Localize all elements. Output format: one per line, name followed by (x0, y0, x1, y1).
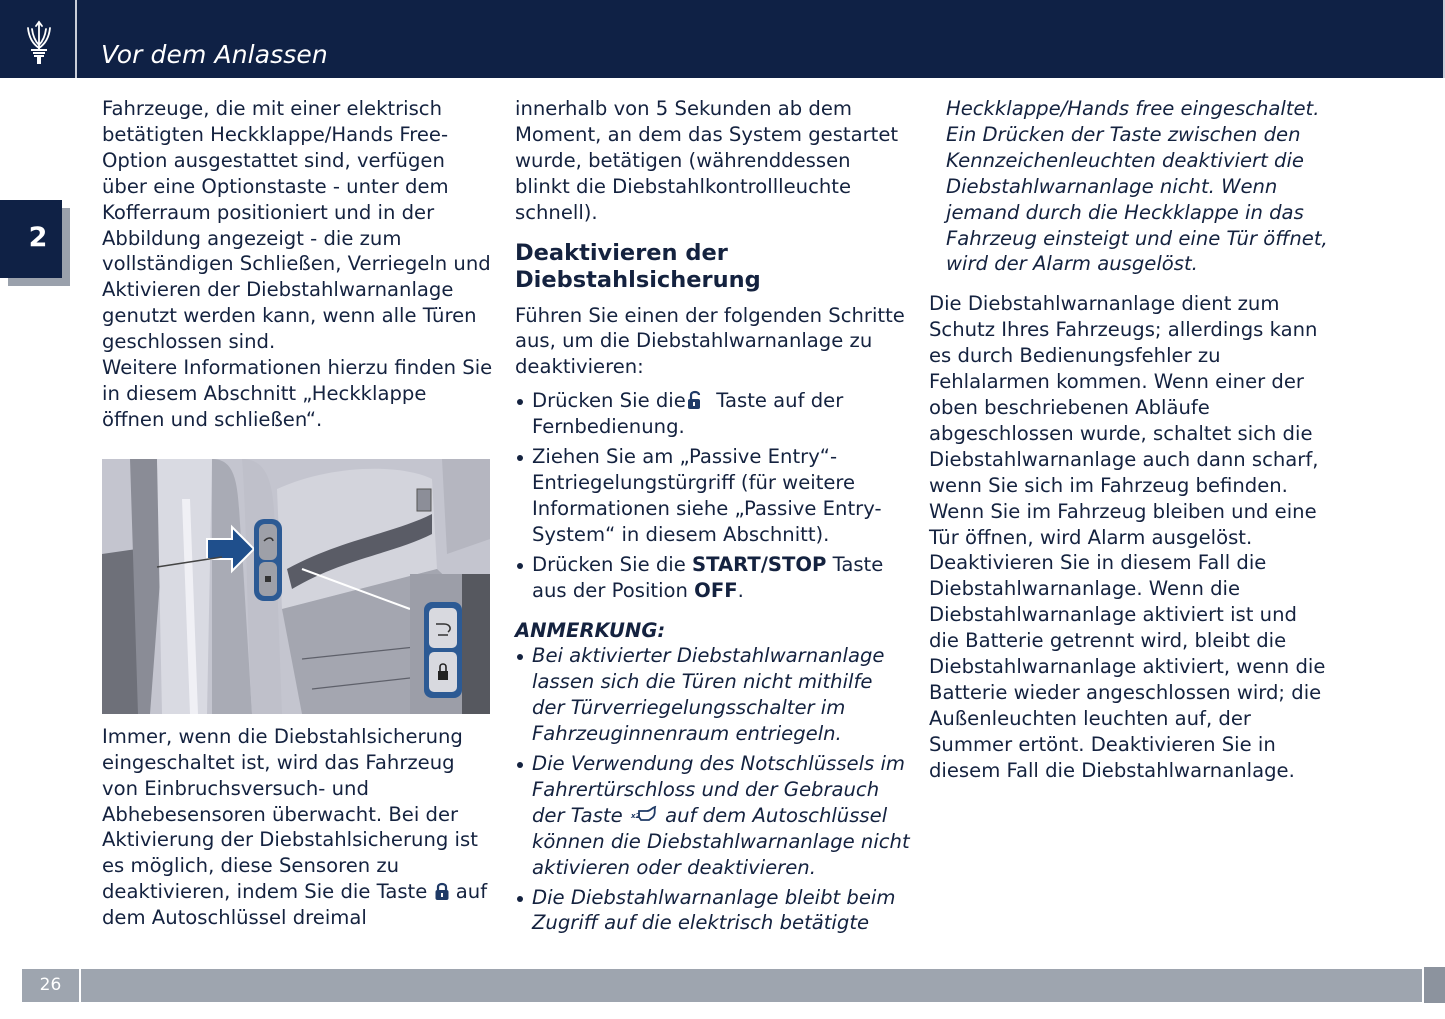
paragraph: innerhalb von 5 Sekunden ab dem Moment, an dem das System gestartet wurde, betätigen (währenddessen blinkt die Diebstahlkontrollleuchte schnell). (515, 97, 899, 224)
column-2 (515, 96, 910, 940)
page-number: 26 (22, 969, 81, 1002)
paragraph: Die Diebstahlwarnanlage dient zum Schutz Ihres Fahrzeugs; allerdings kann es durch Bedienungsfehler zu Fehlalarmen kommen. Wenn einer der oben beschriebenen Abläufe abgeschlossen wurde, schaltet sich die Diebstahlwarnanlage auch dann scharf, wenn Sie sich im Fahrzeug befinden. Wenn Sie im Fahrzeug bleiben und eine Tür öffnen, wird Alarm ausgelöst. Deaktivieren Sie in diesem Fall die Diebstahlwarnanlage. Wenn die Diebstahlwarnanlage aktiviert ist und die Batterie getrennt wird, bleibt die Diebstahlwarnanlage aktiviert, wenn die Batterie wieder angeschlossen wird; die Außenleuchten leuchten auf, der Summer ertönt. Deaktivieren Sie in diesem Fall die Diebstahlwarnanlage. (929, 292, 1326, 782)
chapter-number: 2 (28, 222, 48, 253)
trunk-button-illustration (102, 459, 490, 714)
trident-logo-icon (26, 20, 52, 64)
chapter-tab (0, 200, 62, 278)
svg-text:x2: x2 (630, 811, 641, 820)
section-heading: Deaktivieren der Diebstahlsicherung (515, 239, 761, 293)
logo-cell (0, 0, 77, 78)
page-footer (22, 969, 1422, 1002)
paragraph: Weitere Informationen hierzu finden Sie in diesem Abschnitt „Heckklappe öffnen und schließen“. (102, 356, 493, 431)
list-item: Bei aktivierter Diebstahlwarnanlage lassen sich die Türen nicht mithilfe der Türverriegelungsschalter im Fahrzeuginnenraum entriegeln. (515, 643, 910, 747)
paragraph: Fahrzeuge, die mit einer elektrisch betätigten Heckklappe/Hands Free-Option ausgestattet sind, verfügen über eine Optionstaste - unter dem Kofferraum positioniert und in der Abbildung angezeigt - die zum vollständigen Schließen, Verriegeln und Aktivieren der Diebstahlwarnanlage genutzt werden kann, wenn alle Türen geschlossen sind. (102, 97, 491, 354)
steps-list (515, 388, 910, 603)
unlock-icon (686, 390, 704, 410)
list-item: Ziehen Sie am „Passive Entry“-Entriegelungstürgriff (für weitere Informationen siehe „Passive Entry-System“ in diesem Abschnitt). (515, 444, 910, 548)
page-header (0, 0, 1445, 78)
tailgate-x2-icon (629, 805, 659, 825)
page-title: Vor dem Anlassen (101, 40, 328, 69)
notes-list (515, 643, 910, 936)
list-item: Die Verwendung des Notschlüssels im Fahrertürschloss und der Gebrauch der Taste x2 auf dem Autoschlüssel können die Diebstahlwarnanlage nicht aktivieren oder deaktivieren. (515, 751, 910, 881)
note-title: ANMERKUNG: (515, 618, 666, 642)
paragraph: Führen Sie einen der folgenden Schritte aus, um die Diebstahlwarnanlage zu deaktivieren: (515, 303, 905, 379)
trunk-illustration-graphic (102, 459, 490, 714)
column-1 (102, 96, 494, 931)
paragraph: Immer, wenn die Diebstahlsicherung eingeschaltet ist, wird das Fahrzeug von Einbruchsversuch- und Abhebesensoren überwacht. Bei der Aktivierung der Diebstahlsicherung ist es möglich, diese Sensoren zu deaktivieren, indem Sie die Taste auf dem Autoschlüssel dreimal (102, 724, 488, 930)
list-item: Drücken Sie die Taste auf der Fernbedienung. (515, 388, 910, 440)
list-item: Drücken Sie die START/STOP Taste aus der Position OFF. (515, 552, 910, 604)
lock-icon (434, 882, 450, 901)
note-continuation: Heckklappe/Hands free eingeschaltet. Ein Drücken der Taste zwischen den Kennzeichenleuchten deaktiviert die Diebstahlwarnanlage nicht. Wenn jemand durch die Heckklappe in das Fahrzeug einsteigt und eine Tür öffnet, wird der Alarm ausgelöst. (946, 97, 1328, 276)
footer-edge-marker (1424, 967, 1445, 1003)
list-item: Die Diebstahlwarnanlage bleibt beim Zugriff auf die elektrisch betätigte (515, 885, 910, 937)
column-3 (929, 96, 1329, 784)
